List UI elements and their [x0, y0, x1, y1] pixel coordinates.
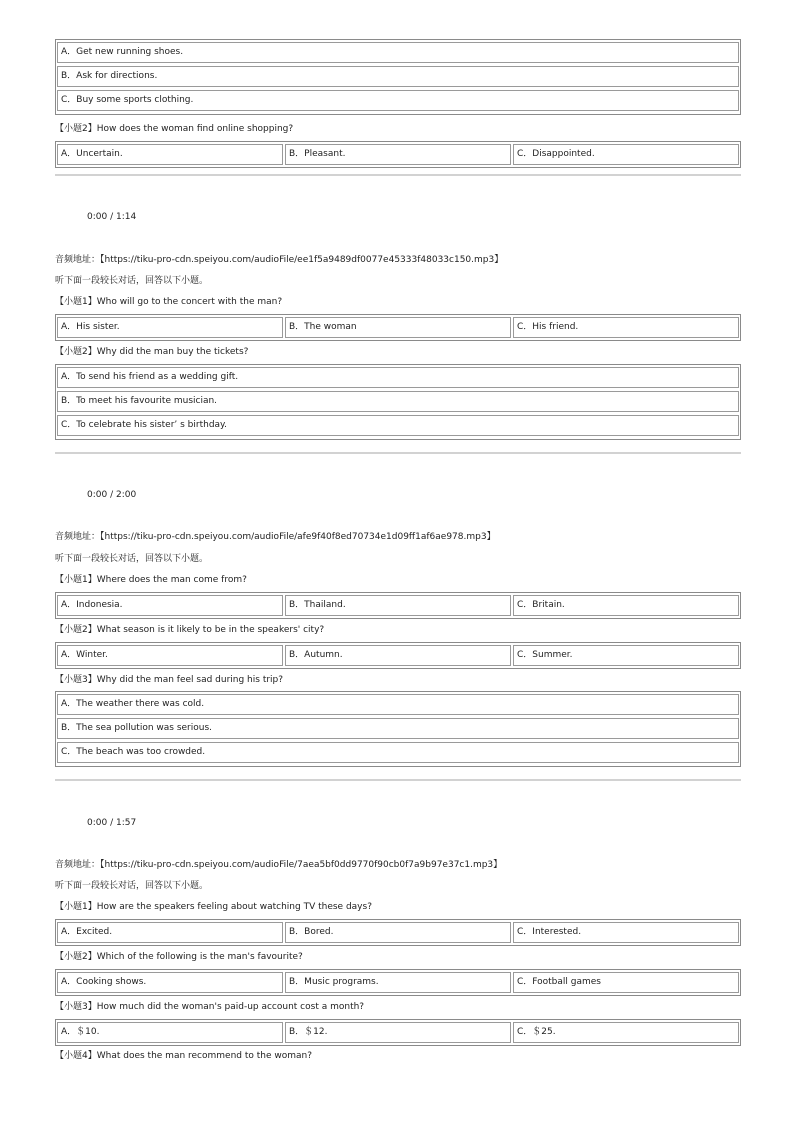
option-c[interactable]: C．His friend.: [513, 317, 739, 338]
options-table: [55, 1019, 741, 1046]
option-b[interactable]: B．To meet his favourite musician.: [57, 391, 739, 412]
audio-time-display[interactable]: 0:00 / 2:00: [87, 490, 137, 500]
option-c[interactable]: C．The beach was too crowded.: [57, 742, 739, 763]
option-a[interactable]: A．Indonesia.: [57, 595, 283, 616]
option-a[interactable]: A．Excited.: [57, 922, 283, 943]
options-table: [55, 592, 741, 619]
option-b[interactable]: B．Thailand.: [285, 595, 511, 616]
question-text: 【小题1】Who will go to the concert with the man?: [55, 297, 283, 307]
option-c[interactable]: C．Disappointed.: [513, 144, 739, 165]
option-c[interactable]: C．Summer.: [513, 645, 739, 666]
options-table: [55, 39, 741, 115]
audio-url: 音频地址：【https://tiku-pro-cdn.speiyou.com/audioFile/afe9f40f8ed70734e1d09ff1af6ae978.mp3】: [55, 532, 496, 542]
option-a[interactable]: A．Winter.: [57, 645, 283, 666]
question-text: 【小题1】Where does the man come from?: [55, 575, 247, 585]
option-b[interactable]: B．The sea pollution was serious.: [57, 718, 739, 739]
option-c[interactable]: C．To celebrate his sister’ s birthday.: [57, 415, 739, 436]
question-text: 【小题3】How much did the woman's paid-up account cost a month?: [55, 1002, 365, 1012]
question-text: 【小题3】Why did the man feel sad during his trip?: [55, 675, 284, 685]
question-text: 【小题2】How does the woman find online shopping?: [55, 124, 294, 134]
option-a[interactable]: A．To send his friend as a wedding gift.: [57, 367, 739, 388]
option-a[interactable]: A．Uncertain.: [57, 144, 283, 165]
option-a[interactable]: A．Get new running shoes.: [57, 42, 739, 63]
audio-time-display[interactable]: 0:00 / 1:57: [87, 818, 137, 828]
option-b[interactable]: B．The woman: [285, 317, 511, 338]
option-b[interactable]: B．Autumn.: [285, 645, 511, 666]
options-table: [55, 364, 741, 440]
section-divider: [55, 174, 741, 176]
option-a[interactable]: A．His sister.: [57, 317, 283, 338]
option-b[interactable]: B．Bored.: [285, 922, 511, 943]
audio-url: 音频地址：【https://tiku-pro-cdn.speiyou.com/audioFile/7aea5bf0dd9770f90cb0f7a9b97e37c1.mp3】: [55, 860, 503, 870]
question-text: 【小题1】How are the speakers feeling about watching TV these days?: [55, 902, 372, 912]
instruction-text: 听下面一段较长对话，回答以下小题。: [55, 881, 209, 891]
option-b[interactable]: B．Pleasant.: [285, 144, 511, 165]
options-table: [55, 141, 741, 168]
option-b[interactable]: B．＄12.: [285, 1022, 511, 1043]
options-table: [55, 642, 741, 669]
instruction-text: 听下面一段较长对话，回答以下小题。: [55, 276, 209, 286]
section-divider: [55, 779, 741, 781]
option-c[interactable]: C．Britain.: [513, 595, 739, 616]
options-table: [55, 969, 741, 996]
question-text: 【小题2】What season is it likely to be in the speakers' city?: [55, 625, 325, 635]
option-c[interactable]: C．Interested.: [513, 922, 739, 943]
options-table: [55, 919, 741, 946]
option-c[interactable]: C．＄25.: [513, 1022, 739, 1043]
option-b[interactable]: B．Music programs.: [285, 972, 511, 993]
question-text: 【小题2】Which of the following is the man's favourite?: [55, 952, 303, 962]
question-text: 【小题4】What does the man recommend to the woman?: [55, 1051, 313, 1061]
option-c[interactable]: C．Buy some sports clothing.: [57, 90, 739, 111]
section-divider: [55, 452, 741, 454]
option-a[interactable]: A．The weather there was cold.: [57, 694, 739, 715]
instruction-text: 听下面一段较长对话，回答以下小题。: [55, 554, 209, 564]
option-c[interactable]: C．Football games: [513, 972, 739, 993]
question-text: 【小题2】Why did the man buy the tickets?: [55, 347, 249, 357]
option-a[interactable]: A．＄10.: [57, 1022, 283, 1043]
audio-url: 音频地址：【https://tiku-pro-cdn.speiyou.com/audioFile/ee1f5a9489df0077e45333f48033c150.mp3】: [55, 255, 504, 265]
audio-time-display[interactable]: 0:00 / 1:14: [87, 212, 137, 222]
options-table: [55, 691, 741, 767]
options-table: [55, 314, 741, 341]
option-a[interactable]: A．Cooking shows.: [57, 972, 283, 993]
option-b[interactable]: B．Ask for directions.: [57, 66, 739, 87]
